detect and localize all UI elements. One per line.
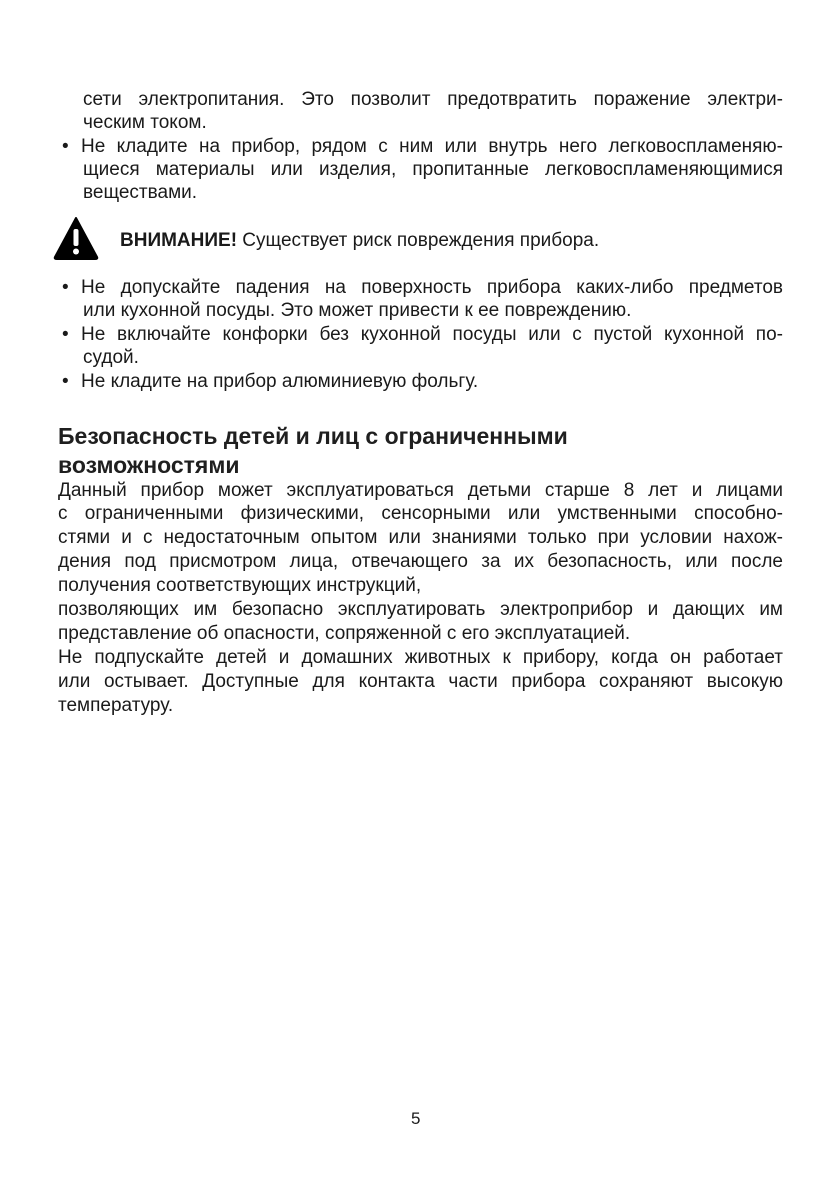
bullet-flammable-line-2: щиеся материалы или изделия, пропитанные легковоспламеняющимися bbox=[83, 159, 783, 180]
warning-message bbox=[120, 229, 599, 252]
bullet-drop-line-2: или кухонной посуды. Это может привести к ее повреждению. bbox=[83, 300, 632, 321]
bullet-marker: • bbox=[62, 371, 69, 392]
paragraph-line: с ограниченными физическими, сенсорными или умственными способно- bbox=[58, 503, 783, 524]
bullet-marker: • bbox=[62, 324, 69, 345]
paragraph-line: или остывает. Доступные для контакта части прибора сохраняют высокую bbox=[58, 671, 783, 692]
intro-line-2: ческим током. bbox=[83, 112, 207, 133]
bullet-burners-line-1: Не включайте конфорки без кухонной посуды или с пустой кухонной по- bbox=[81, 324, 783, 345]
paragraph-line: Не подпускайте детей и домашних животных к прибору, когда он работает bbox=[58, 647, 783, 668]
paragraph-line: температуру. bbox=[58, 695, 174, 716]
bullet-marker: • bbox=[62, 136, 69, 157]
paragraph-line: стями и с недостаточным опытом или знаниями только при условии нахож- bbox=[58, 527, 783, 548]
bullet-drop-line-1: Не допускайте падения на поверхность прибора каких-либо предметов bbox=[81, 277, 783, 298]
intro-line-1: сети электропитания. Это позволит предотвратить поражение электри- bbox=[83, 89, 783, 110]
bullet-flammable-line-1: Не кладите на прибор, рядом с ним или внутрь него легковоспламеняю- bbox=[81, 136, 783, 157]
warning-label: ВНИМАНИЕ! bbox=[120, 230, 238, 251]
paragraph-line: дения под присмотром лица, отвечающего за их безопасность, или после bbox=[58, 551, 783, 572]
paragraph-line: получения соответствующих инструкций, bbox=[58, 575, 422, 596]
page-number: 5 bbox=[411, 1109, 421, 1128]
warning-text: Существует риск повреждения прибора. bbox=[237, 230, 600, 251]
paragraph-line: представление об опасности, сопряженной с его эксплуатацией. bbox=[58, 623, 631, 644]
bullet-marker: • bbox=[62, 277, 69, 298]
bullet-flammable-line-3: веществами. bbox=[83, 182, 198, 203]
warning-triangle-icon bbox=[53, 216, 99, 260]
bullet-foil-line: Не кладите на прибор алюминиевую фольгу. bbox=[81, 371, 479, 392]
bullet-burners-line-2: судой. bbox=[83, 347, 139, 368]
section-title-line-2: возможностями bbox=[58, 452, 240, 478]
paragraph-line: Данный прибор может эксплуатироваться детьми старше 8 лет и лицами bbox=[58, 480, 783, 501]
section-title-line-1: Безопасность детей и лиц с ограниченными bbox=[58, 423, 568, 449]
paragraph-line: позволяющих им безопасно эксплуатировать электроприбор и дающих им bbox=[58, 599, 783, 620]
